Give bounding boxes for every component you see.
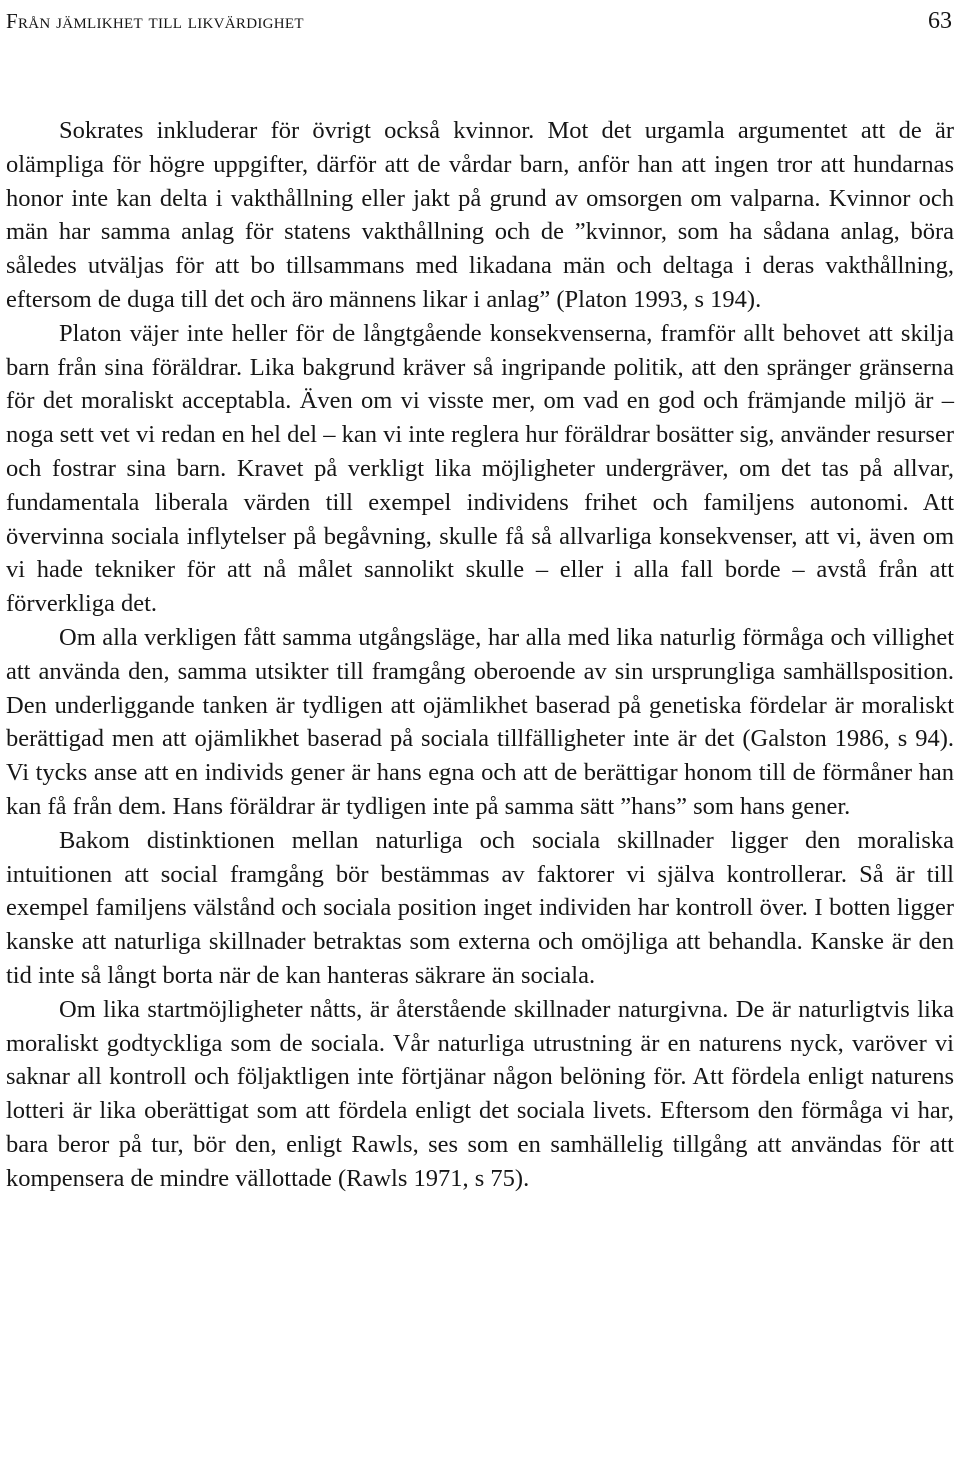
paragraph: Sokrates inkluderar för övrigt också kvinnor. Mot det urgamla argumentet att de är olämpliga för högre uppgifter, därför att de vårdar barn, anför han att ingen tror att hundarnas honor inte kan delta i vakthållning eller jakt på grund av omsorgen om valparna. Kvinnor och män har samma anlag för statens vakthållning och de ”kvinnor, som ha sådana anlag, böra således utväljas för att bo tillsammans med likadana män och deltaga i deras vakthållning, eftersom de duga till det och äro männens likar i anlag” (Platon 1993, s 194). [6,117,954,313]
running-header [6,6,952,36]
paragraph: Om lika startmöjligheter nåtts, är återstående skillnader naturgivna. De är naturligtvis lika moraliskt godtyckliga som de sociala. Vår naturliga utrustning är en naturens nyck, varöver vi saknar all kontroll och följaktligen inte förtjänar någon belöning för. Att fördela enligt naturens lotteri är lika oberättigat som att fördela enligt det sociala livets. Eftersom den förmåga vi har, bara beror på tur, bör den, enligt Rawls, ses som en samhällelig tillgång att användas för att kompensera de mindre vällottade (Rawls 1971, s 75). [6,995,954,1192]
paragraph: Platon väjer inte heller för de långtgående konsekvenserna, framför allt behovet att skilja barn från sina föräldrar. Lika bakgrund kräver så ingripande politik, att den spränger gränserna för det moraliskt acceptabla. Även om vi visste mer, om vad en god och främjande miljö är – noga sett vet vi redan en hel del – kan vi inte reglera hur föräldrar bosätter sig, använder resurser och fostrar sina barn. Kravet på verkligt lika möjligheter undergräver, om det tas på allvar, fundamentala liberala värden till exempel individens frihet och familjens autonomi. Att övervinna sociala inflytelser på begåvning, skulle få så allvarliga konsekvenser, att vi, även om vi hade tekniker för att nå målet sannolikt skulle – eller i alla fall borde – avstå från att förverkliga det. [6,319,954,618]
page-number: 63 [928,8,952,34]
paragraph: Bakom distinktionen mellan naturliga och sociala skillnader ligger den moraliska intuitionen att social framgång bör bestämmas av faktorer vi själva kontrollerar. Så är till exempel familjens välstånd och sociala position inget individen har kontroll över. I botten ligger kanske att naturliga skillnader betraktas som externa och omöjliga att behandla. Kanske är den tid inte så långt borta när de kan hanteras säkrare än sociala. [6,826,954,989]
running-title: Från jämlikhet till likvärdighet [6,9,304,33]
paragraph: Om alla verkligen fått samma utgångsläge, har alla med lika naturlig förmåga och villighet att använda den, samma utsikter till framgång oberoende av sin ursprungliga samhällsposition. Den underliggande tanken är tydligen att ojämlikhet baserad på genetiska fördelar är moraliskt berättigad men att ojämlikhet baserad på sociala tillfälligheter inte är det (Galston 1986, s 94). Vi tycks anse att en individs gener är hans egna och att de berättigar honom till de förmåner han kan få från dem. Hans föräldrar är tydligen inte på samma sätt ”hans” som hans gener. [6,623,954,820]
body-text [6,114,954,1196]
